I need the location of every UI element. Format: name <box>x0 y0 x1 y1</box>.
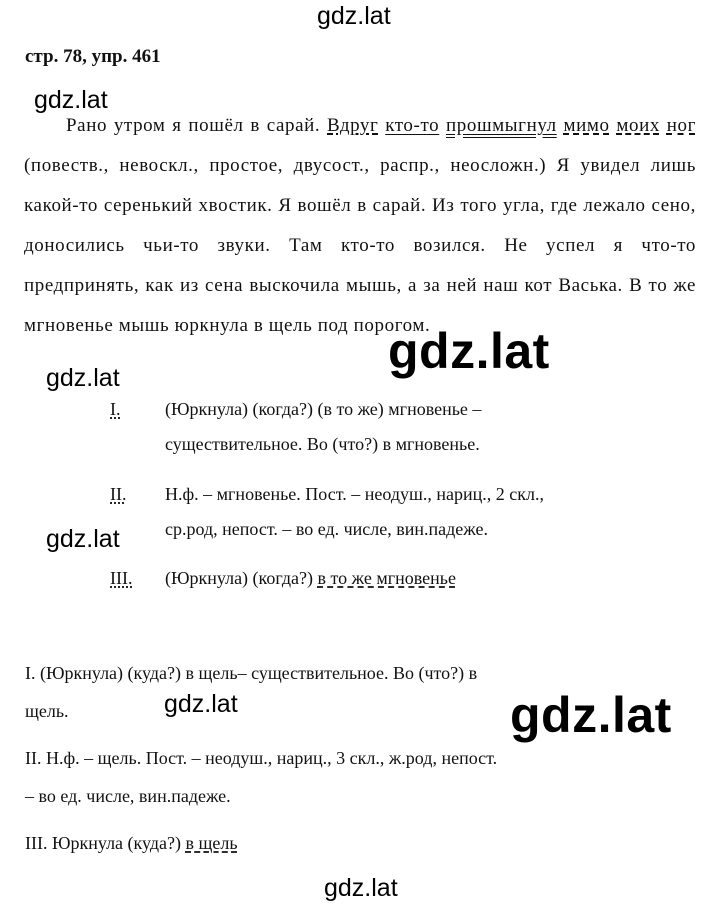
analysis-text: III. Юркнула (куда?) <box>25 833 186 853</box>
watermark: gdz.lat <box>46 525 120 553</box>
analysis-line: щель. <box>25 701 69 721</box>
analysis-line: I. (Юркнула) (куда?) в щель– существительное. Во (что?) в <box>25 663 478 683</box>
watermark: gdz.lat <box>46 364 120 392</box>
exercise-text <box>24 106 696 346</box>
analysis-line: ср.род, непост. – во ед. числе, вин.падеже. <box>165 519 488 539</box>
analysis-line: – во ед. числе, вин.падеже. <box>25 786 231 806</box>
word-predicate: прошмыгнул <box>445 115 557 136</box>
analysis-line: II. Н.ф. – щель. Пост. – неодуш., нариц., 3 скл., ж.род, непост. <box>25 748 498 768</box>
watermark-large: gdz.lat <box>510 687 672 743</box>
watermark: gdz.lat <box>34 86 108 114</box>
watermark: gdz.lat <box>164 690 238 718</box>
word-circumstance: мимо <box>563 115 610 136</box>
word-adverb: Вдруг <box>327 115 379 136</box>
watermark-large: gdz.lat <box>388 323 550 379</box>
analysis-line: Н.ф. – мгновенье. Пост. – неодуш., нариц., 2 скл., <box>165 484 544 504</box>
analysis-line <box>25 833 238 854</box>
sentence: Рано утром я пошёл в сарай. <box>66 115 321 136</box>
word-circumstance: моих <box>616 115 660 136</box>
word-subject: кто-то <box>385 115 440 136</box>
word-circumstance: ног <box>666 115 696 136</box>
underlined-phrase: в щель <box>185 833 238 853</box>
analysis-line: (Юркнула) (когда?) (в то же) мгновенье – <box>165 399 482 419</box>
underlined-phrase: в то же мгновенье <box>317 568 456 588</box>
analysis-line <box>165 568 456 589</box>
page-heading: стр. 78, упр. 461 <box>25 46 161 67</box>
item-number: II. <box>110 484 127 504</box>
watermark-bottom: gdz.lat <box>324 874 398 902</box>
analysis-line: существительное. Во (что?) в мгновенье. <box>165 434 480 454</box>
paragraph-rest: (повеств., невоскл., простое, двусост., распр., неосложн.) Я увидел лишь какой-то серенький хвостик. Я вошёл в сарай. Из того угла, где лежало сено, доносились чьи-то звуки. Там кто-то возился. Не успел я что-то предпринять, как из сена выскочила мышь, а за ней наш кот Васька. В то же мгновенье мышь юркнула в щель под порогом. <box>24 155 696 336</box>
exercise-paragraph <box>24 106 696 346</box>
item-number: III. <box>110 568 133 588</box>
analysis-text: (Юркнула) (когда?) <box>165 568 318 588</box>
item-number: I. <box>110 399 121 419</box>
watermark-top: gdz.lat <box>317 2 391 30</box>
